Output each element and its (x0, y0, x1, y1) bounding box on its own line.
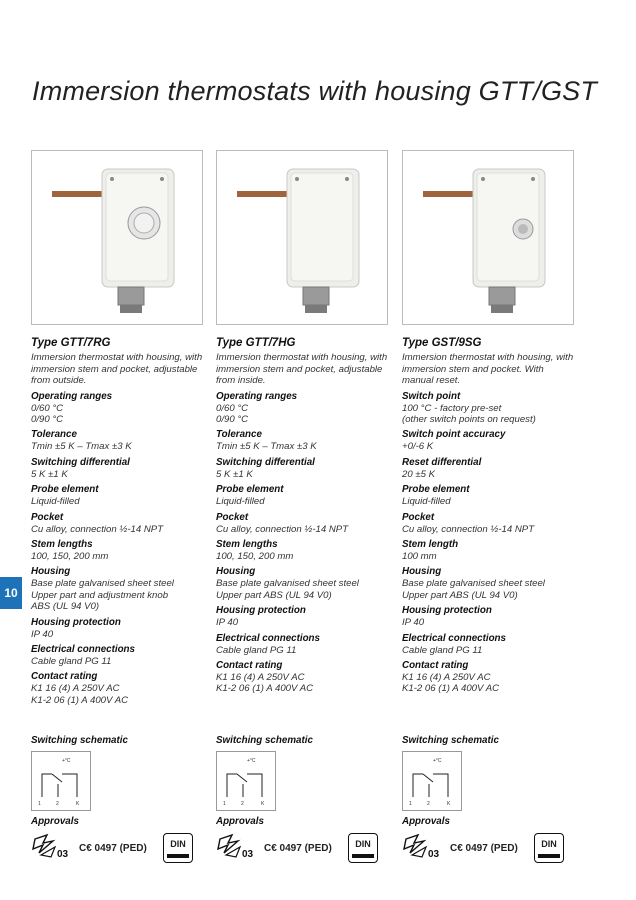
din-logo: DIN (163, 833, 193, 863)
spec-heading: Tolerance (31, 429, 77, 441)
thermostat-photo (217, 151, 388, 325)
spec-heading: Pocket (31, 511, 64, 523)
switching-schematic-diagram (216, 751, 276, 811)
chapter-tab: 10 (0, 577, 22, 609)
approval-mark-icon (31, 833, 77, 863)
spec-heading: Housing (402, 566, 442, 578)
spec-section (216, 457, 388, 480)
svg-text:03: 03 (57, 849, 69, 860)
product-image (216, 150, 388, 325)
product-type: Type GST/9SG (402, 337, 482, 349)
immersion-stem (237, 191, 292, 197)
product-description: Immersion thermostat with housing, with immersion stem and pocket. With manual reset. (402, 352, 574, 386)
svg-text:1: 1 (38, 801, 41, 807)
spec-heading: Probe element (216, 484, 284, 496)
spec-value: K1 16 (4) A 250V AC K1-2 06 (1) A 400V AC (31, 683, 129, 706)
spec-section (216, 633, 388, 656)
spec-section (402, 512, 574, 535)
spec-section (31, 391, 203, 426)
spec-section (402, 605, 574, 628)
spec-heading: Pocket (216, 511, 249, 523)
spec-heading: Probe element (402, 484, 470, 496)
ce-ped-mark: C€ 0497 (PED) (450, 843, 518, 854)
spec-value: K1 16 (4) A 250V AC K1-2 06 (1) A 400V AC (216, 671, 314, 695)
product-description: Immersion thermostat with housing, with immersion stem and pocket, adjustable from outside. (31, 352, 203, 386)
spec-value: 5 K ±1 K (216, 468, 253, 480)
spec-value: Tmin ±5 K – Tmax ±3 K (216, 441, 317, 453)
spec-value: Liquid-filled (31, 496, 80, 508)
spec-section (402, 457, 574, 480)
spec-heading: Switch point (402, 390, 461, 402)
product-description: Immersion thermostat with housing, with immersion stem and pocket, adjustable from inside. (216, 352, 388, 386)
approvals-heading: Approvals (402, 816, 450, 827)
spec-heading: Stem lengths (31, 538, 93, 550)
spec-heading: Operating ranges (31, 390, 113, 402)
immersion-stem (423, 191, 478, 197)
spec-heading: Housing protection (31, 616, 121, 628)
spec-value: 100 °C - factory pre-set (other switch points on request) (402, 402, 536, 425)
spec-section (402, 429, 574, 452)
spec-section (216, 429, 388, 452)
spec-value: Cable gland PG 11 (31, 655, 112, 667)
approvals-heading: Approvals (216, 816, 264, 827)
spec-value: Liquid-filled (402, 496, 451, 508)
svg-text:1: 1 (223, 801, 226, 807)
cable-gland (303, 287, 329, 305)
product-type: Type GTT/7HG (216, 337, 296, 349)
spec-section (216, 539, 388, 562)
spec-section (31, 539, 203, 562)
product-column (216, 150, 388, 695)
approval-mark-icon (216, 833, 262, 863)
spec-heading: Reset differential (402, 456, 482, 468)
svg-text:03: 03 (428, 849, 440, 860)
spec-value: Cable gland PG 11 (402, 644, 483, 656)
spec-section (402, 660, 574, 695)
thermostat-photo (403, 151, 574, 325)
spec-heading: Electrical connections (31, 643, 135, 655)
spec-section (402, 566, 574, 601)
ce-ped-mark: C€ 0497 (PED) (79, 843, 147, 854)
svg-text:2: 2 (241, 801, 244, 807)
spec-section (402, 391, 574, 426)
ce-ped-mark: C€ 0497 (PED) (264, 843, 332, 854)
svg-text:2: 2 (427, 801, 430, 807)
spec-heading: Electrical connections (216, 632, 320, 644)
spec-section (216, 484, 388, 507)
switching-schematic-heading: Switching schematic (31, 735, 128, 746)
svg-text:03: 03 (242, 849, 254, 860)
spec-section (216, 512, 388, 535)
spec-section (31, 484, 203, 507)
svg-text:K: K (261, 801, 265, 807)
page-title: Immersion thermostats with housing GTT/GST (32, 76, 598, 106)
approvals-heading: Approvals (31, 816, 79, 827)
spec-heading: Electrical connections (402, 632, 506, 644)
spec-heading: Switching differential (216, 456, 315, 468)
approval-logos (31, 831, 211, 863)
spec-section (31, 429, 203, 452)
spec-heading: Stem length (402, 538, 459, 550)
spec-section (31, 512, 203, 535)
spec-section (402, 484, 574, 507)
cable-gland (118, 287, 144, 305)
spec-value: 0/60 °C 0/90 °C (216, 402, 249, 425)
product-image (402, 150, 574, 325)
spec-heading: Switch point accuracy (402, 429, 506, 441)
spec-value: 20 ±5 K (402, 468, 436, 480)
svg-text:K: K (447, 801, 451, 807)
product-type: Type GTT/7RG (31, 337, 111, 349)
switching-schematic-heading: Switching schematic (402, 735, 499, 746)
spec-value: Cu alloy, connection ½-14 NPT (31, 523, 164, 535)
spec-value: 0/60 °C 0/90 °C (31, 402, 64, 425)
schematic-temp-label: +°C (247, 758, 256, 764)
spec-value: 5 K ±1 K (31, 468, 68, 480)
din-logo: DIN (348, 833, 378, 863)
spec-section (31, 617, 203, 640)
spec-value: 100, 150, 200 mm (31, 550, 109, 562)
spec-section (216, 660, 388, 695)
spec-value: Base plate galvanised sheet steel Upper part ABS (UL 94 V0) (216, 578, 359, 601)
spec-section (216, 566, 388, 601)
spec-value: 100 mm (402, 550, 437, 562)
spec-value: Base plate galvanised sheet steel Upper part and adjustment knob ABS (UL 94 V0) (31, 578, 174, 613)
din-logo: DIN (534, 833, 564, 863)
spec-heading: Contact rating (402, 659, 469, 671)
product-column (402, 150, 574, 695)
svg-text:1: 1 (409, 801, 412, 807)
spec-heading: Probe element (31, 484, 99, 496)
spec-heading: Housing (216, 566, 256, 578)
spec-section (402, 539, 574, 562)
svg-text:2: 2 (56, 801, 59, 807)
spec-section (216, 391, 388, 426)
product-image (31, 150, 203, 325)
spec-heading: Switching differential (31, 456, 130, 468)
spec-value: K1 16 (4) A 250V AC K1-2 06 (1) A 400V AC (402, 671, 500, 695)
product-column (31, 150, 203, 706)
spec-section (31, 671, 203, 706)
svg-text:K: K (76, 801, 80, 807)
thermostat-photo (32, 151, 203, 325)
spec-heading: Tolerance (216, 429, 262, 441)
spec-section (31, 566, 203, 612)
spec-section (31, 457, 203, 480)
spec-heading: Contact rating (31, 671, 98, 683)
spec-value: IP 40 (402, 617, 425, 629)
spec-section (216, 605, 388, 628)
immersion-stem (52, 191, 107, 197)
cable-gland (489, 287, 515, 305)
spec-heading: Contact rating (216, 659, 283, 671)
switching-schematic-diagram (31, 751, 91, 811)
approval-logos (402, 831, 582, 863)
spec-heading: Stem lengths (216, 538, 278, 550)
switching-schematic-heading: Switching schematic (216, 735, 313, 746)
spec-value: Cu alloy, connection ½-14 NPT (402, 523, 535, 535)
spec-value: +0/-6 K (402, 441, 434, 453)
spec-value: Liquid-filled (216, 496, 265, 508)
approval-logos (216, 831, 396, 863)
spec-heading: Housing protection (402, 605, 492, 617)
spec-value: IP 40 (31, 628, 54, 640)
switching-schematic-diagram (402, 751, 462, 811)
spec-heading: Operating ranges (216, 390, 298, 402)
spec-value: Cable gland PG 11 (216, 644, 297, 656)
approval-mark-icon (402, 833, 448, 863)
schematic-temp-label: +°C (62, 758, 71, 764)
spec-section (31, 644, 203, 667)
spec-heading: Housing (31, 566, 71, 578)
spec-value: 100, 150, 200 mm (216, 550, 294, 562)
spec-value: Cu alloy, connection ½-14 NPT (216, 523, 349, 535)
spec-value: Tmin ±5 K – Tmax ±3 K (31, 441, 132, 453)
spec-value: Base plate galvanised sheet steel Upper part ABS (UL 94 V0) (402, 578, 545, 601)
spec-section (402, 633, 574, 656)
schematic-temp-label: +°C (433, 758, 442, 764)
spec-heading: Pocket (402, 511, 435, 523)
spec-heading: Housing protection (216, 605, 306, 617)
spec-value: IP 40 (216, 617, 239, 629)
